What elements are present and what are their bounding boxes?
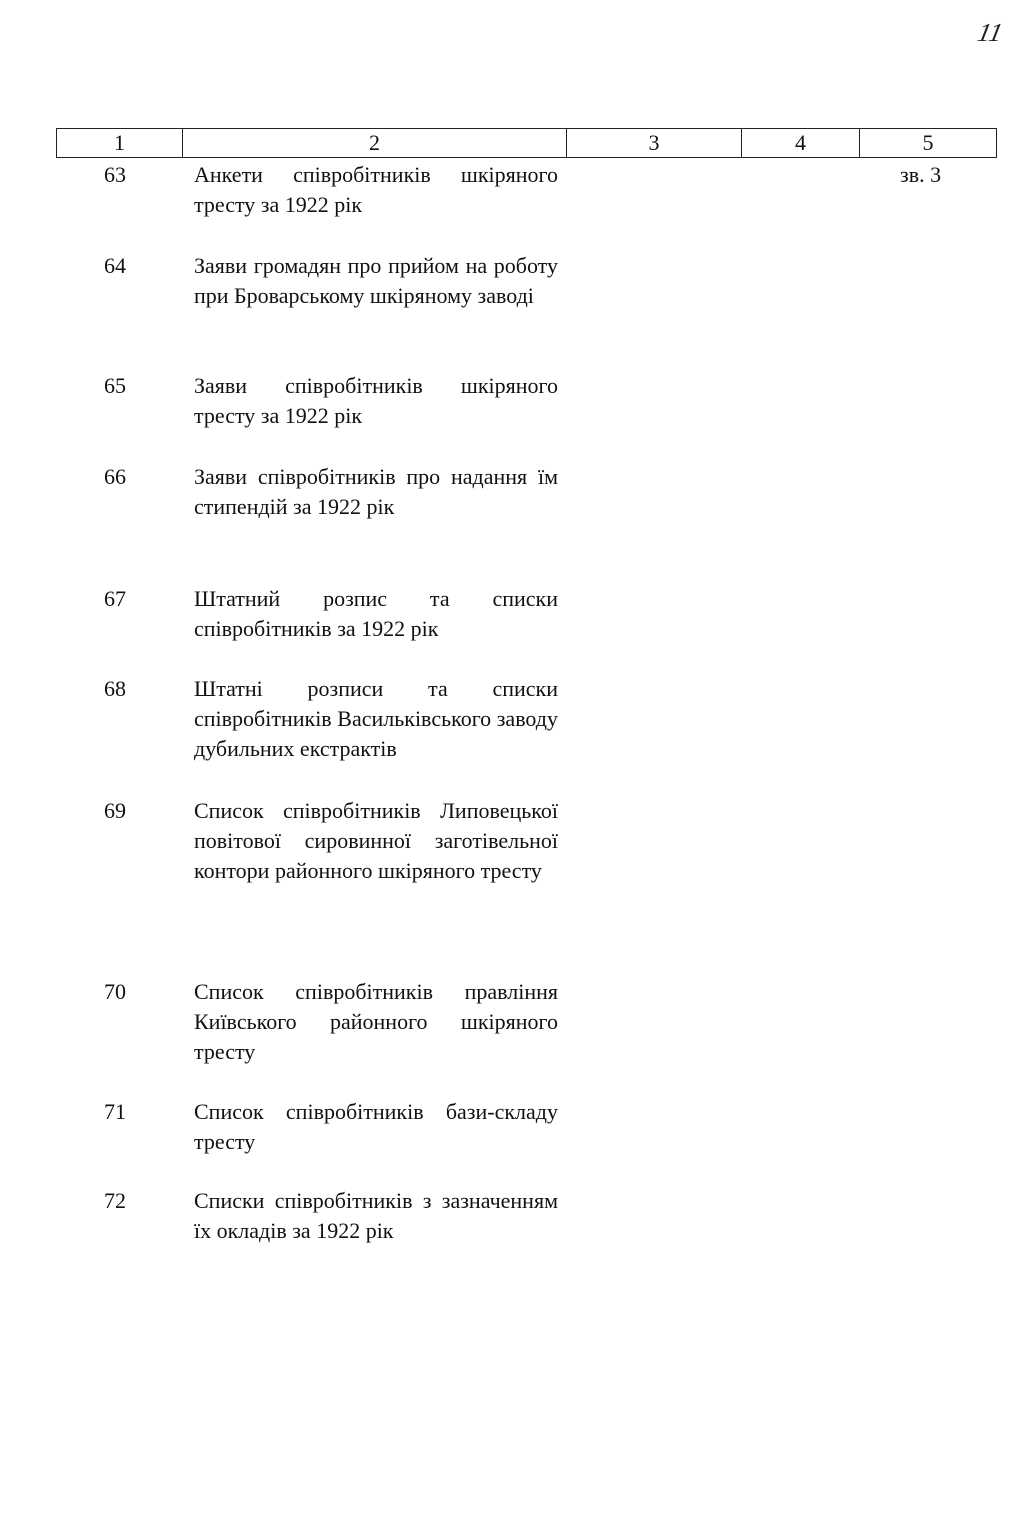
row-number: 67 — [104, 586, 126, 611]
row-number: 71 — [104, 1099, 126, 1124]
row-description: Штатний розпис та списки співробітників за 1922 рік — [194, 586, 558, 641]
header-col-3: 3 — [567, 129, 742, 157]
row-description: Список співробітників правління Київського районного шкіряного тресту — [194, 979, 558, 1064]
row-description: Анкети співробітників шкіряного тресту за 1922 рік — [194, 162, 558, 217]
row-description: Списки співробітників з зазначенням їх окладів за 1922 рік — [194, 1188, 558, 1243]
header-col-1: 1 — [57, 129, 183, 157]
row-description: Штатні розписи та списки співробітників Васильківського заводу дубильних екстрактів — [194, 676, 558, 761]
row-number: 66 — [104, 464, 126, 489]
row-description: Список співробітників Липовецької повітової сировинної заготівельної контори районного шкіряного тресту — [194, 798, 558, 883]
row-number: 72 — [104, 1188, 126, 1213]
row-number: 68 — [104, 676, 126, 701]
table-header — [56, 128, 997, 158]
row-number: 69 — [104, 798, 126, 823]
row-description: Заяви співробітників шкіряного тресту за 1922 рік — [194, 373, 558, 428]
row-number: 64 — [104, 253, 126, 278]
header-col-5: 5 — [922, 130, 934, 155]
header-col-2: 2 — [183, 129, 567, 157]
header-col-4: 4 — [742, 129, 860, 157]
row-number: 65 — [104, 373, 126, 398]
row-description: Заяви громадян про прийом на роботу при Броварському шкіряному заводі — [194, 253, 558, 308]
row-number: 63 — [104, 162, 126, 187]
row-number: 70 — [104, 979, 126, 1004]
page-number: 11 — [975, 18, 1006, 47]
row-note: зв. 3 — [900, 162, 942, 187]
row-description: Заяви співробітників про надання їм стипендій за 1922 рік — [194, 464, 558, 519]
row-description: Список співробітників бази-складу тресту — [194, 1099, 558, 1154]
